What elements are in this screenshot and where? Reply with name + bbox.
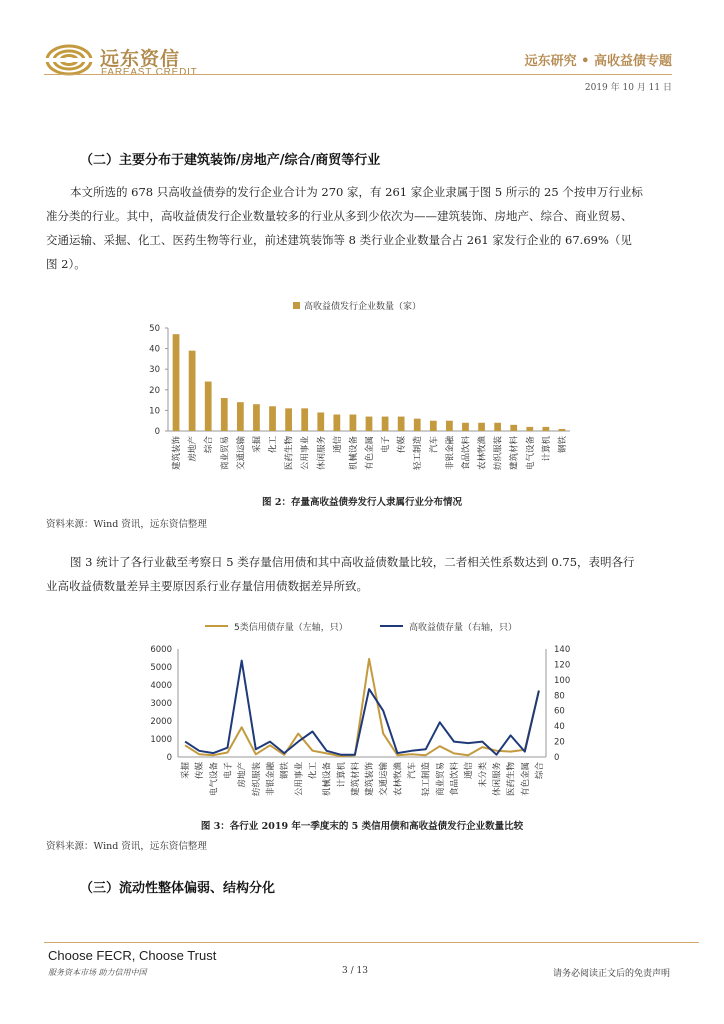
- left-tick-label: 1000: [150, 735, 172, 745]
- x-tick-label: 食品饮料: [461, 436, 472, 471]
- x-tick-label: 采掘: [252, 436, 263, 454]
- bar: [559, 429, 566, 431]
- right-tick-label: 100: [554, 675, 571, 686]
- x-tick-label: 有色金属: [365, 436, 375, 471]
- x-tick-label: 采掘: [181, 762, 192, 780]
- logo-text-cn: 远东资信: [100, 48, 181, 70]
- x-tick-label: 医药生物: [284, 436, 295, 471]
- right-tick-label: 0: [554, 753, 560, 763]
- x-tick-label: 非银金融: [445, 436, 456, 471]
- x-tick-label: 建筑装饰: [172, 436, 183, 471]
- bar: [269, 406, 276, 431]
- x-tick-label: 轻工制造: [413, 436, 424, 471]
- x-tick-label: 化工: [308, 762, 319, 780]
- bar: [382, 417, 389, 431]
- series-title: 远东研究 • 高收益债专题: [524, 54, 672, 69]
- bar: [543, 427, 550, 431]
- bar: [414, 419, 421, 431]
- legend-label-credit: 5类信用债存量（左轴，只）: [234, 623, 348, 633]
- x-tick-label: 计算机: [336, 762, 347, 788]
- x-tick-label: 农林牧渔: [393, 762, 404, 797]
- x-tick-label: 电气设备: [525, 436, 536, 471]
- x-tick-label: 化工: [268, 436, 279, 454]
- x-tick-label: 非银金融: [266, 762, 276, 797]
- x-tick-label: 钢铁: [557, 436, 568, 454]
- x-tick-label: 通信: [332, 436, 343, 454]
- x-tick-label: 休闲服务: [492, 762, 503, 797]
- right-tick-label: 140: [554, 645, 571, 655]
- bar: [478, 423, 485, 431]
- x-tick-label: 商业贸易: [435, 762, 446, 797]
- left-tick-label: 6000: [150, 645, 172, 655]
- x-tick-label: 机械设备: [348, 436, 359, 471]
- x-tick-label: 房地产: [237, 762, 248, 788]
- x-tick-label: 综合: [534, 762, 545, 780]
- bar: [510, 425, 517, 431]
- x-tick-label: 交通运输: [379, 762, 390, 797]
- figure3-caption: 图 3：各行业 2019 年一季度末的 5 类信用债和高收益债发行企业数量比较: [200, 821, 524, 832]
- text-line: 图 3 统计了各行业截至考察日 5 类存量信用债和其中高收益债数量比较，二者相关性系数达到 0.75，表明各行: [70, 555, 635, 569]
- right-tick-label: 40: [554, 722, 565, 733]
- series-line-credit: [185, 659, 539, 756]
- legend-swatch: [293, 302, 300, 309]
- y-tick-label: 20: [149, 385, 160, 396]
- left-tick-label: 0: [166, 753, 172, 763]
- text-line: 交通运输、采掘、化工、医药生物等行业，前述建筑装饰等 8 类行业企业数量合占 261 家发行企业的 67.69%（见: [46, 233, 632, 247]
- x-tick-label: 汽车: [407, 762, 418, 780]
- series-line-high-yield: [185, 661, 539, 755]
- paragraph-industry-distribution: [46, 180, 676, 276]
- footer-divider: [44, 942, 699, 943]
- bar: [301, 408, 308, 431]
- x-tick-label: 纺织服装: [493, 436, 504, 471]
- x-tick-label: 建筑装饰: [365, 762, 376, 797]
- y-tick-label: 30: [149, 365, 160, 376]
- x-tick-label: 公用事业: [294, 762, 305, 797]
- bar: [189, 351, 196, 431]
- text-line: 准分类的行业。其中，高收益债发行企业数量较多的行业从多到少依次为——建筑装饰、房地产、综合、商业贸易、: [46, 209, 633, 223]
- bar: [173, 334, 180, 431]
- y-tick-label: 50: [149, 324, 160, 334]
- paragraph-correlation: [46, 550, 676, 598]
- header-divider: [44, 74, 672, 75]
- bar: [430, 421, 437, 431]
- bar: [494, 423, 501, 431]
- x-tick-label: 综合: [204, 436, 215, 454]
- x-tick-label: 电气设备: [209, 762, 220, 797]
- x-tick-label: 未分类: [478, 762, 489, 788]
- figure2-caption: 图 2：存量高收益债券发行人隶属行业分布情况: [262, 497, 462, 508]
- x-tick-label: 农林牧渔: [477, 436, 488, 471]
- x-tick-label: 休闲服务: [316, 436, 327, 471]
- x-tick-label: 公用事业: [300, 436, 311, 471]
- footer-slogan: Choose FECR, Choose Trust: [48, 948, 217, 963]
- bar: [526, 427, 533, 431]
- x-tick-label: 计算机: [541, 436, 552, 462]
- right-tick-label: 60: [554, 706, 565, 717]
- left-tick-label: 3000: [150, 699, 172, 709]
- bar: [205, 382, 212, 431]
- x-tick-label: 机械设备: [322, 762, 333, 797]
- footer-subslogan: 服务资本市场 助力信用中国: [48, 968, 147, 977]
- x-tick-label: 交通运输: [236, 436, 247, 471]
- x-tick-label: 钢铁: [280, 762, 291, 780]
- bar: [221, 398, 228, 431]
- x-tick-label: 通信: [464, 762, 475, 780]
- fareast-logo-icon: [44, 42, 94, 78]
- bar: [317, 412, 324, 431]
- bar: [333, 415, 340, 431]
- left-tick-label: 2000: [150, 717, 172, 727]
- section-title-liquidity: （三）流动性整体偏弱、结构分化: [80, 881, 276, 896]
- text-line: 图 2）。: [46, 257, 86, 271]
- report-date: 2019 年 10 月 11 日: [584, 83, 672, 93]
- right-tick-label: 120: [554, 660, 571, 671]
- left-tick-label: 4000: [150, 681, 172, 691]
- figure2-source: 资料来源：Wind 资讯，远东资信整理: [46, 519, 207, 530]
- x-tick-label: 传媒: [195, 762, 206, 780]
- x-tick-label: 轻工制造: [421, 762, 432, 797]
- disclaimer-note: 请务必阅读正文后的免责声明: [552, 969, 670, 979]
- y-tick-label: 40: [149, 344, 160, 355]
- x-tick-label: 建筑材料: [350, 762, 361, 797]
- x-tick-label: 纺织服装: [251, 762, 262, 797]
- x-tick-label: 房地产: [188, 436, 199, 462]
- x-tick-label: 电子: [381, 436, 392, 454]
- bar: [462, 423, 469, 431]
- bar: [285, 408, 292, 431]
- text-line: 本文所选的 678 只高收益债券的发行企业合计为 270 家，有 261 家企业隶属于图 5 所示的 25 个按申万行业标: [70, 185, 643, 199]
- x-tick-label: 商业贸易: [220, 436, 231, 471]
- x-tick-label: 建筑材料: [509, 436, 520, 471]
- x-tick-label: 食品饮料: [450, 762, 460, 797]
- text-line: 业高收益债数量差异主要原因系行业存量信用债数据差异所致。: [46, 579, 368, 593]
- x-tick-label: 有色金属: [520, 762, 531, 797]
- y-tick-label: 0: [154, 427, 160, 437]
- x-tick-label: 医药生物: [506, 762, 517, 797]
- y-tick-label: 10: [149, 406, 160, 417]
- bar: [253, 404, 260, 431]
- left-tick-label: 5000: [150, 663, 172, 673]
- right-tick-label: 80: [554, 691, 565, 702]
- right-tick-label: 20: [554, 737, 565, 748]
- bar: [398, 417, 405, 431]
- legend-label-hy: 高收益债存量（右轴，只）: [409, 623, 518, 633]
- legend-label: 高收益债发行企业数量（家）: [304, 302, 422, 312]
- page-number: 3 / 13: [342, 966, 368, 976]
- x-tick-label: 汽车: [429, 436, 440, 454]
- bar: [350, 415, 357, 431]
- bar: [366, 417, 373, 431]
- bar: [446, 421, 453, 431]
- x-tick-label: 电子: [223, 762, 234, 780]
- x-tick-label: 传媒: [397, 436, 408, 454]
- figure3-source: 资料来源：Wind 资讯，远东资信整理: [46, 841, 207, 852]
- bar: [237, 402, 244, 431]
- logo-text-en: FAREAST CREDIT: [101, 67, 198, 78]
- section-title: （二）主要分布于建筑装饰/房地产/综合/商贸等行业: [80, 153, 381, 168]
